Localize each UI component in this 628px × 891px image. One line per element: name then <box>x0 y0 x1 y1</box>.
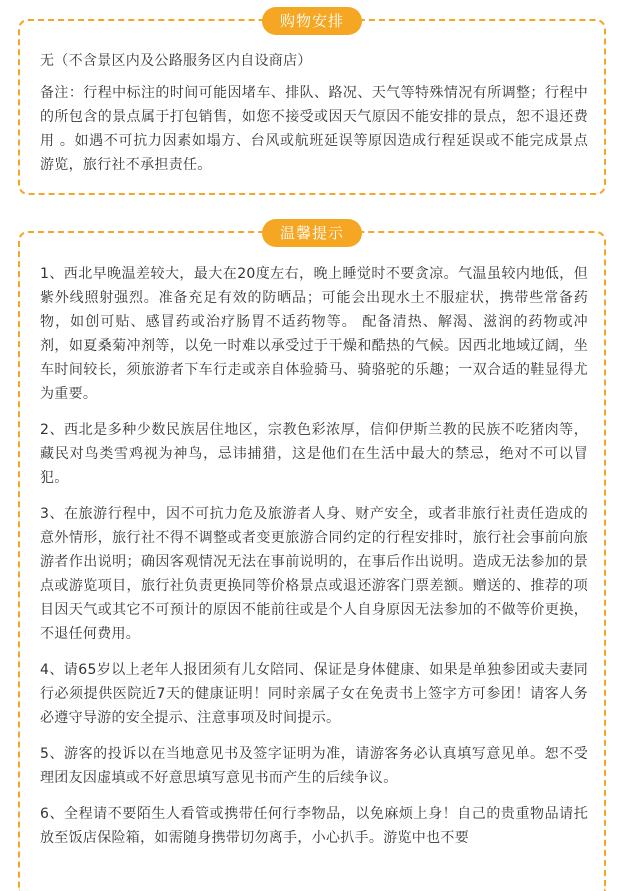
tip-paragraph-4: 4、请65岁以上老年人报团须有儿女陪同、保证是身体健康、如果是单独参团或夫妻同行必须提供医院近7天的健康证明！同时亲属子女在免责书上签字方可参团！请客人务必遵守导游的安全提示、注意事项及时间提示。 <box>40 662 588 726</box>
shopping-section <box>18 12 606 195</box>
shopping-title: 购物安排 <box>262 7 362 35</box>
tip-paragraph-6: 6、全程请不要陌生人看管或携带任何行李物品，以免麻烦上身！自己的贵重物品请托放至饭店保险箱，如需随身携带切勿离手，小心扒手。游览中也不要 <box>40 806 588 846</box>
tips-title: 温馨提示 <box>262 219 362 247</box>
shopping-note-paragraph: 备注：行程中标注的时间可能因堵车、排队、路况、天气等特殊情况有所调整；行程中的所包含的景点属于打包销售，如您不接受或因天气原因不能安排的景点，恕不退还费用 。如遇不可抗力因素如塌方、台风或航班延误等原因造成行程延误或不能完成景点游览，旅行社不承担责任。 <box>40 85 588 173</box>
shopping-paragraph: 无（不含景区内及公路服务区内自设商店） <box>40 53 312 69</box>
tip-paragraph-5: 5、游客的投诉以在当地意见书及签字证明为准，请游客务必认真填写意见单。恕不受理团友因虚填或不好意思填写意见书而产生的后续争议。 <box>40 746 588 786</box>
tip-paragraph-2: 2、西北是多种少数民族居住地区，宗教色彩浓厚，信仰伊斯兰教的民族不吃猪肉等，藏民对鸟类雪鸡视为神鸟，忌讳捕猎，这是他们在生活中最大的禁忌，绝对不可以冒犯。 <box>40 422 588 486</box>
shopping-content <box>40 49 588 185</box>
tips-section <box>18 224 606 891</box>
tip-paragraph-3: 3、在旅游行程中，因不可抗力危及旅游者人身、财产安全，或者非旅行社责任造成的意外情形，旅行社不得不调整或者变更旅游合同约定的行程安排时，旅行社会事前向旅游者作出说明；确因客观情况无法在事前说明的，在事后作出说明。造成无法参加的景点或游览项目，旅行社负责更换同等价格景点或退还游客门票差额。赠送的、推荐的项目因天气或其它不可预计的原因不能前往或是个人自身原因无法参加的不做等价更换，不退任何费用。 <box>40 506 588 642</box>
tips-content <box>40 262 588 862</box>
tip-paragraph-1: 1、西北早晚温差较大，最大在20度左右，晚上睡觉时不要贪凉。气温虽较内地低，但紫外线照射强烈。准备充足有效的防晒品；可能会出现水土不服症状，携带些常备药物，如创可贴、感冒药或治疗肠胃不适药物等。 配备清热、解渴、滋润的药物或冲剂，如夏桑菊冲剂等，以免一时难以承受过于干燥和酷热的气候。因西北地域辽阔，坐车时间较长，须旅游者下车行走或亲自体验骑马、骑骆驼的乐趣；一双合适的鞋显得尤为重要。 <box>40 266 588 402</box>
